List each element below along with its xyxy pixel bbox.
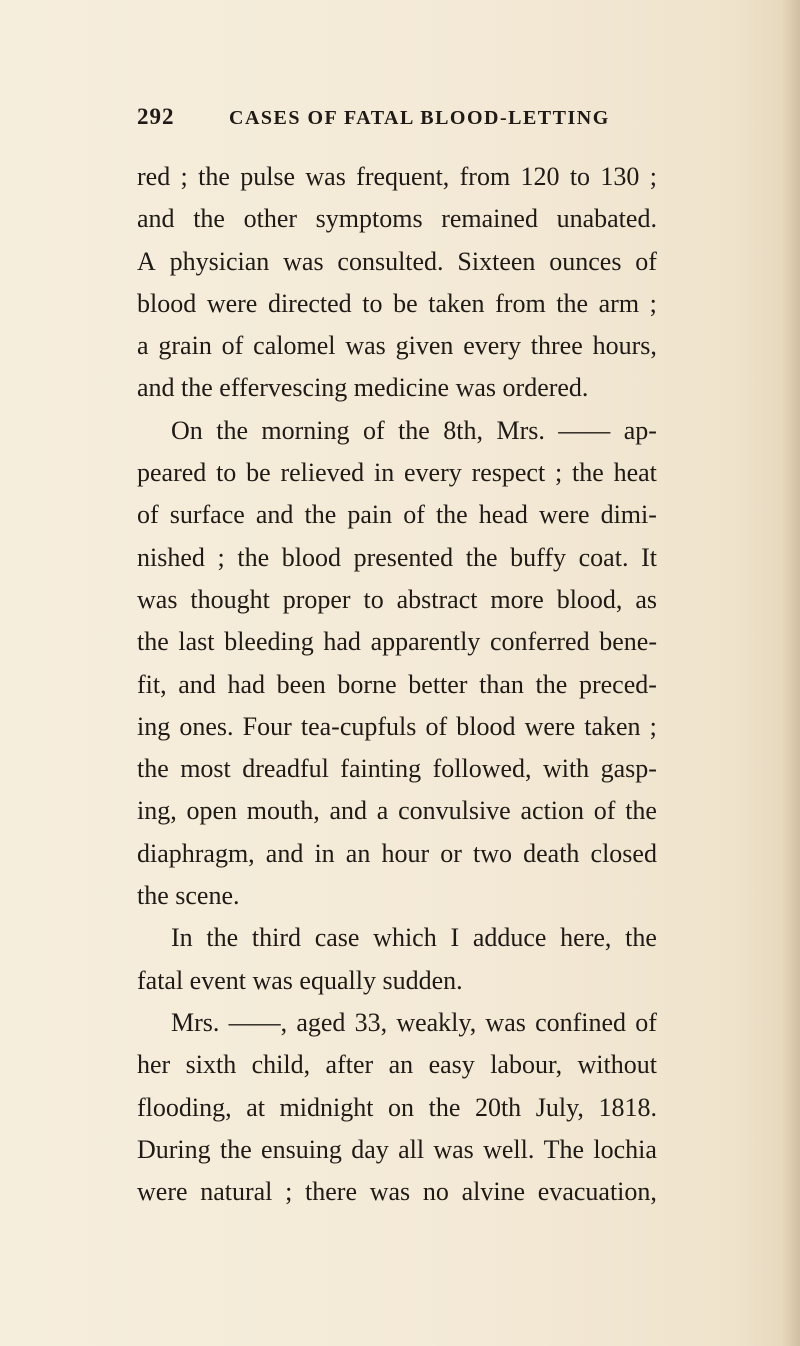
- text-line: During the ensuing day all was well. The lochia: [137, 1134, 657, 1164]
- text-line: a grain of calomel was given every three hours,: [137, 331, 657, 361]
- text-line: and the other symptoms remained unabated.: [137, 204, 657, 234]
- text-line: flooding, at midnight on the 20th July, 1818.: [137, 1092, 657, 1122]
- text-line: were natural ; there was no alvine evacuation,: [137, 1177, 657, 1207]
- text-line: nished ; the blood presented the buffy coat. It: [137, 542, 657, 572]
- text-line: blood were directed to be taken from the arm ;: [137, 288, 657, 318]
- page-edge-shadow: [782, 0, 800, 1346]
- text-line: her sixth child, after an easy labour, without: [137, 1050, 657, 1080]
- text-line: the most dreadful fainting followed, with gasp-: [137, 754, 657, 784]
- text-line: diaphragm, and in an hour or two death closed: [137, 838, 657, 868]
- page-number: 292: [137, 104, 175, 129]
- text-line: ing, open mouth, and a convulsive action of the: [137, 796, 657, 826]
- text-line: fatal event was equally sudden.: [137, 965, 463, 995]
- running-head: CASES OF FATAL BLOOD-LETTING: [229, 107, 610, 129]
- text-line: red ; the pulse was frequent, from 120 to 130 ;: [137, 162, 657, 191]
- text-line: the scene.: [137, 881, 240, 911]
- text-line: and the effervescing medicine was ordered.: [137, 373, 589, 403]
- text-line: of surface and the pain of the head were dimi-: [137, 500, 657, 530]
- text-line: On the morning of the 8th, Mrs. —— ap-: [171, 415, 657, 445]
- body-text: [137, 156, 657, 1213]
- text-line: the last bleeding had apparently conferred bene-: [137, 627, 657, 657]
- page-header: [137, 104, 657, 136]
- text-line: ing ones. Four tea-cupfuls of blood were taken ;: [137, 711, 657, 741]
- text-line: In the third case which I adduce here, the: [171, 923, 657, 953]
- text-line: peared to be relieved in every respect ; the heat: [137, 458, 657, 488]
- text-line: Mrs. ——, aged 33, weakly, was confined of: [171, 1007, 657, 1037]
- text-line: fit, and had been borne better than the preced-: [137, 669, 657, 699]
- text-line: A physician was consulted. Sixteen ounces of: [137, 246, 657, 276]
- text-line: was thought proper to abstract more blood, as: [137, 584, 657, 614]
